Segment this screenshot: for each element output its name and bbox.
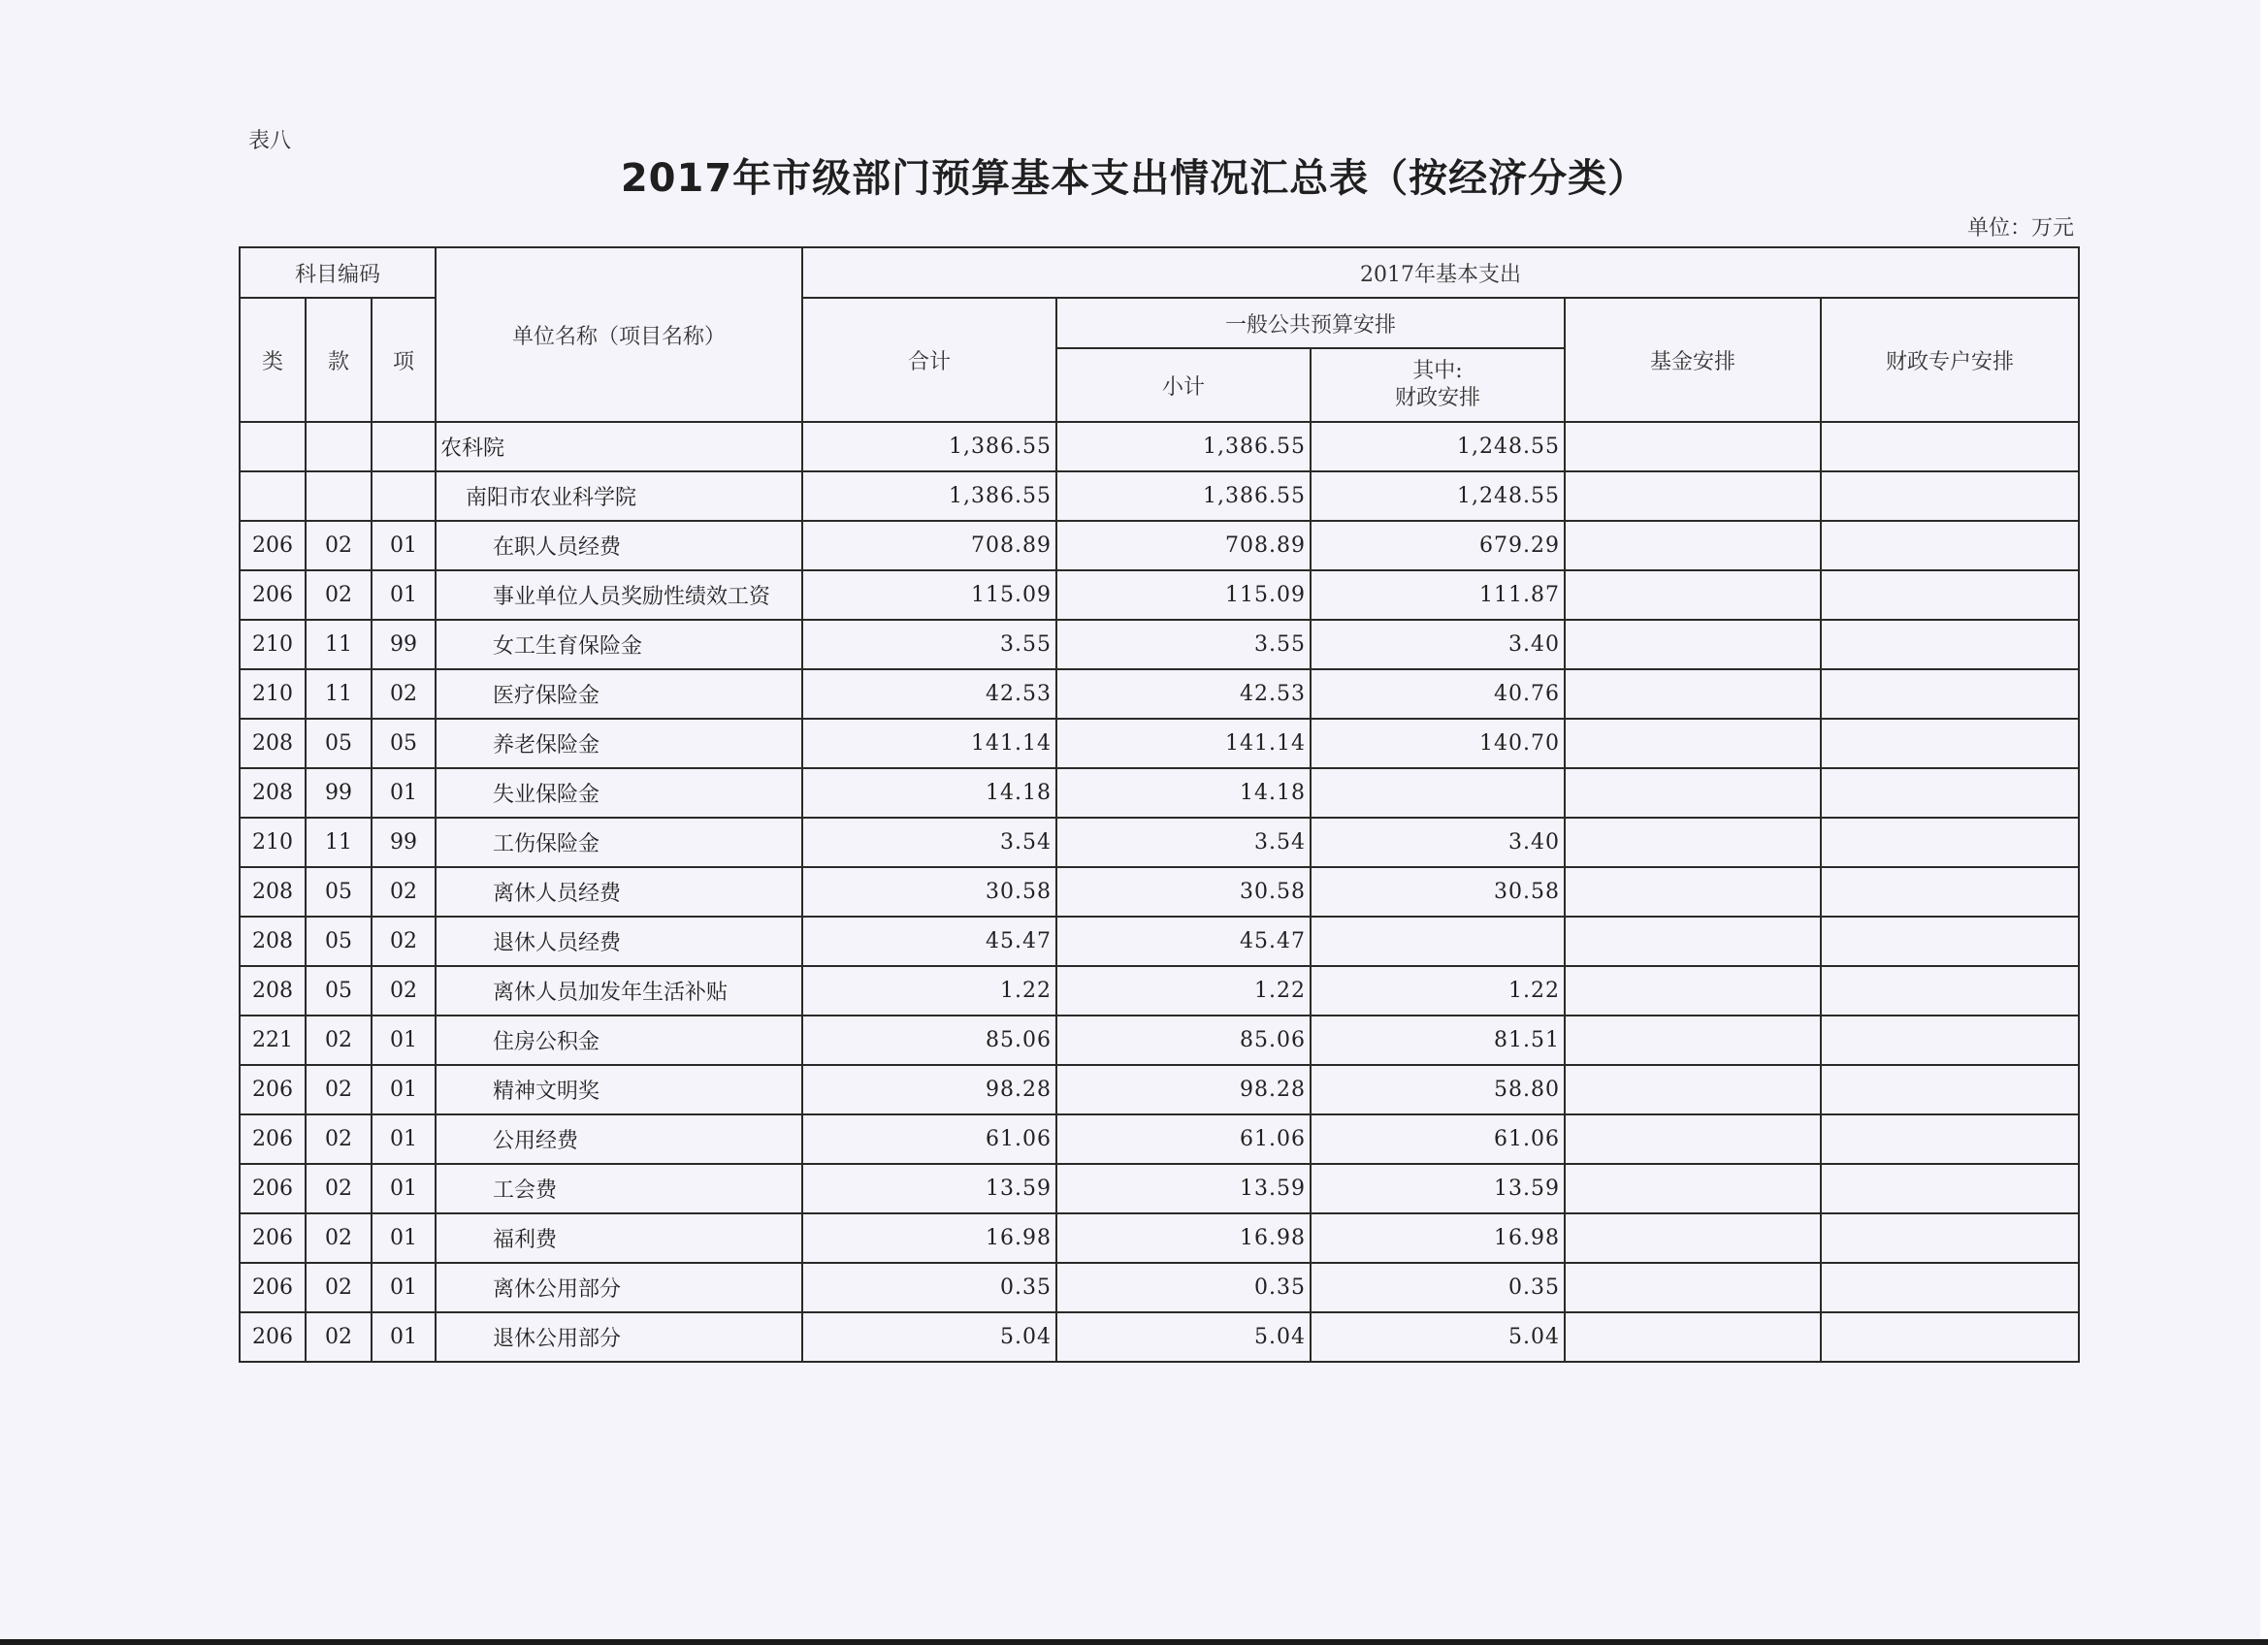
fiscal-cell: 16.98 (1311, 1213, 1565, 1263)
table-row (240, 521, 2079, 570)
total-cell: 45.47 (802, 917, 1056, 966)
of-which-fiscal-header (1311, 348, 1565, 422)
total-cell: 85.06 (802, 1016, 1056, 1065)
table-row (240, 471, 2079, 521)
item-code-cell: 01 (372, 521, 436, 570)
special-account-cell (1821, 1213, 2079, 1263)
fund-cell (1565, 1114, 1821, 1164)
fiscal-cell (1311, 768, 1565, 818)
fund-cell (1565, 669, 1821, 719)
section-code-cell: 02 (306, 1065, 372, 1114)
subtotal-cell: 45.47 (1056, 917, 1311, 966)
class-code-cell (240, 422, 306, 471)
class-code-cell: 206 (240, 570, 306, 620)
subtotal-cell: 98.28 (1056, 1065, 1311, 1114)
table-row (240, 1213, 2079, 1263)
special-account-cell (1821, 620, 2079, 669)
fiscal-cell: 30.58 (1311, 867, 1565, 917)
special-account-cell (1821, 1016, 2079, 1065)
fund-cell (1565, 1164, 1821, 1213)
fiscal-cell: 140.70 (1311, 719, 1565, 768)
subtotal-cell: 1,386.55 (1056, 471, 1311, 521)
item-code-cell: 02 (372, 917, 436, 966)
item-code-cell: 01 (372, 570, 436, 620)
unit-name-cell: 医疗保险金 (436, 669, 802, 719)
class-header: 类 (240, 298, 306, 422)
item-code-cell: 01 (372, 1065, 436, 1114)
unit-name-cell: 离休公用部分 (436, 1263, 802, 1312)
unit-name-cell: 工会费 (436, 1164, 802, 1213)
budget-table (239, 246, 2080, 1363)
total-cell: 98.28 (802, 1065, 1056, 1114)
class-code-cell: 208 (240, 966, 306, 1016)
unit-name-cell: 退休公用部分 (436, 1312, 802, 1362)
table-row (240, 570, 2079, 620)
table-row (240, 1312, 2079, 1362)
total-cell: 16.98 (802, 1213, 1056, 1263)
fund-cell (1565, 521, 1821, 570)
total-cell: 115.09 (802, 570, 1056, 620)
special-account-cell (1821, 917, 2079, 966)
unit-name-cell: 公用经费 (436, 1114, 802, 1164)
fiscal-cell: 13.59 (1311, 1164, 1565, 1213)
item-code-cell: 02 (372, 669, 436, 719)
class-code-cell: 206 (240, 521, 306, 570)
fiscal-label: 财政安排 (1395, 386, 1481, 410)
total-cell: 3.55 (802, 620, 1056, 669)
section-code-cell: 02 (306, 570, 372, 620)
fund-cell (1565, 471, 1821, 521)
section-code-cell: 02 (306, 1213, 372, 1263)
unit-name-cell: 农科院 (436, 422, 802, 471)
subtotal-header: 小计 (1056, 348, 1311, 422)
fund-cell (1565, 966, 1821, 1016)
item-header: 项 (372, 298, 436, 422)
unit-name-header: 单位名称（项目名称） (436, 247, 802, 422)
scan-edge (2260, 0, 2268, 1645)
total-cell: 14.18 (802, 768, 1056, 818)
subtotal-cell: 3.54 (1056, 818, 1311, 867)
table-row (240, 422, 2079, 471)
subtotal-cell: 30.58 (1056, 867, 1311, 917)
class-code-cell: 210 (240, 818, 306, 867)
special-account-cell (1821, 570, 2079, 620)
table-row (240, 768, 2079, 818)
fund-cell (1565, 1263, 1821, 1312)
special-account-cell (1821, 1263, 2079, 1312)
unit-name-cell: 事业单位人员奖励性绩效工资 (436, 570, 802, 620)
subtotal-cell: 3.55 (1056, 620, 1311, 669)
total-cell: 1.22 (802, 966, 1056, 1016)
item-code-cell: 01 (372, 1263, 436, 1312)
fund-cell (1565, 719, 1821, 768)
section-code-cell: 02 (306, 1263, 372, 1312)
subtotal-cell: 61.06 (1056, 1114, 1311, 1164)
subject-code-header: 科目编码 (240, 247, 436, 298)
subtotal-cell: 1,386.55 (1056, 422, 1311, 471)
class-code-cell: 208 (240, 768, 306, 818)
total-cell: 0.35 (802, 1263, 1056, 1312)
scan-edge (0, 1639, 2268, 1645)
table-number-label: 表八 (248, 129, 292, 153)
fiscal-cell: 679.29 (1311, 521, 1565, 570)
item-code-cell: 01 (372, 1114, 436, 1164)
fiscal-cell: 1.22 (1311, 966, 1565, 1016)
total-cell: 3.54 (802, 818, 1056, 867)
item-code-cell (372, 471, 436, 521)
section-code-cell: 99 (306, 768, 372, 818)
table-row (240, 620, 2079, 669)
class-code-cell: 208 (240, 917, 306, 966)
special-account-header: 财政专户安排 (1821, 298, 2079, 422)
fiscal-cell: 5.04 (1311, 1312, 1565, 1362)
section-code-cell (306, 471, 372, 521)
item-code-cell: 99 (372, 818, 436, 867)
section-code-cell: 02 (306, 521, 372, 570)
subtotal-cell: 14.18 (1056, 768, 1311, 818)
total-cell: 30.58 (802, 867, 1056, 917)
special-account-cell (1821, 1065, 2079, 1114)
total-cell: 5.04 (802, 1312, 1056, 1362)
subtotal-cell: 42.53 (1056, 669, 1311, 719)
class-code-cell: 208 (240, 867, 306, 917)
table-row (240, 1016, 2079, 1065)
table-row (240, 719, 2079, 768)
total-cell: 42.53 (802, 669, 1056, 719)
special-account-cell (1821, 867, 2079, 917)
unit-name-cell: 离休人员经费 (436, 867, 802, 917)
item-code-cell: 02 (372, 867, 436, 917)
fiscal-cell: 111.87 (1311, 570, 1565, 620)
subtotal-cell: 13.59 (1056, 1164, 1311, 1213)
unit-label: 单位：万元 (1966, 216, 2074, 241)
total-cell: 141.14 (802, 719, 1056, 768)
class-code-cell: 206 (240, 1114, 306, 1164)
fiscal-cell: 3.40 (1311, 818, 1565, 867)
section-code-cell: 11 (306, 620, 372, 669)
total-cell: 13.59 (802, 1164, 1056, 1213)
fiscal-cell: 1,248.55 (1311, 471, 1565, 521)
subtotal-cell: 141.14 (1056, 719, 1311, 768)
class-code-cell: 221 (240, 1016, 306, 1065)
unit-name-cell: 女工生育保险金 (436, 620, 802, 669)
special-account-cell (1821, 768, 2079, 818)
subtotal-cell: 1.22 (1056, 966, 1311, 1016)
item-code-cell (372, 422, 436, 471)
special-account-cell (1821, 422, 2079, 471)
table-header (240, 247, 2079, 422)
unit-name-cell: 福利费 (436, 1213, 802, 1263)
item-code-cell: 01 (372, 1213, 436, 1263)
item-code-cell: 02 (372, 966, 436, 1016)
class-code-cell: 206 (240, 1213, 306, 1263)
class-code-cell: 206 (240, 1263, 306, 1312)
item-code-cell: 99 (372, 620, 436, 669)
section-header: 款 (306, 298, 372, 422)
table-row (240, 1065, 2079, 1114)
special-account-cell (1821, 719, 2079, 768)
fund-cell (1565, 818, 1821, 867)
subtotal-cell: 5.04 (1056, 1312, 1311, 1362)
fiscal-cell (1311, 917, 1565, 966)
fiscal-cell: 61.06 (1311, 1114, 1565, 1164)
special-account-cell (1821, 471, 2079, 521)
section-code-cell: 02 (306, 1016, 372, 1065)
unit-name-cell: 离休人员加发年生活补贴 (436, 966, 802, 1016)
total-cell: 61.06 (802, 1114, 1056, 1164)
fund-cell (1565, 867, 1821, 917)
class-code-cell (240, 471, 306, 521)
fund-cell (1565, 768, 1821, 818)
table-row (240, 669, 2079, 719)
section-code-cell: 02 (306, 1114, 372, 1164)
table-row (240, 818, 2079, 867)
class-code-cell: 208 (240, 719, 306, 768)
special-account-cell (1821, 1164, 2079, 1213)
section-code-cell: 05 (306, 719, 372, 768)
total-cell: 1,386.55 (802, 422, 1056, 471)
total-cell: 708.89 (802, 521, 1056, 570)
document-title: 2017年市级部门预算基本支出情况汇总表（按经济分类） (620, 156, 1648, 201)
fiscal-cell: 40.76 (1311, 669, 1565, 719)
unit-name-cell: 在职人员经费 (436, 521, 802, 570)
total-cell: 1,386.55 (802, 471, 1056, 521)
special-account-cell (1821, 818, 2079, 867)
special-account-cell (1821, 966, 2079, 1016)
unit-name-cell: 退休人员经费 (436, 917, 802, 966)
class-code-cell: 206 (240, 1312, 306, 1362)
fiscal-cell: 1,248.55 (1311, 422, 1565, 471)
fund-cell (1565, 1213, 1821, 1263)
subtotal-cell: 115.09 (1056, 570, 1311, 620)
special-account-cell (1821, 1114, 2079, 1164)
subtotal-cell: 85.06 (1056, 1016, 1311, 1065)
section-code-cell: 11 (306, 669, 372, 719)
class-code-cell: 210 (240, 620, 306, 669)
fund-cell (1565, 1065, 1821, 1114)
fiscal-cell: 81.51 (1311, 1016, 1565, 1065)
special-account-cell (1821, 521, 2079, 570)
of-which-label: 其中: (1412, 359, 1463, 383)
section-code-cell: 11 (306, 818, 372, 867)
table-row (240, 966, 2079, 1016)
table-row (240, 917, 2079, 966)
unit-name-cell: 南阳市农业科学院 (436, 471, 802, 521)
section-code-cell: 05 (306, 966, 372, 1016)
special-account-cell (1821, 1312, 2079, 1362)
fiscal-cell: 0.35 (1311, 1263, 1565, 1312)
fund-cell (1565, 570, 1821, 620)
unit-name-cell: 失业保险金 (436, 768, 802, 818)
unit-name-cell: 住房公积金 (436, 1016, 802, 1065)
special-account-cell (1821, 669, 2079, 719)
table-row (240, 1114, 2079, 1164)
class-code-cell: 210 (240, 669, 306, 719)
unit-name-cell: 工伤保险金 (436, 818, 802, 867)
fund-cell (1565, 1016, 1821, 1065)
unit-name-cell: 精神文明奖 (436, 1065, 802, 1114)
subtotal-cell: 708.89 (1056, 521, 1311, 570)
subtotal-cell: 16.98 (1056, 1213, 1311, 1263)
basic-expenditure-header: 2017年基本支出 (802, 247, 2079, 298)
class-code-cell: 206 (240, 1164, 306, 1213)
item-code-cell: 05 (372, 719, 436, 768)
table-row (240, 867, 2079, 917)
fiscal-cell: 3.40 (1311, 620, 1565, 669)
item-code-cell: 01 (372, 1164, 436, 1213)
fund-cell (1565, 1312, 1821, 1362)
item-code-cell: 01 (372, 1312, 436, 1362)
table-row (240, 1164, 2079, 1213)
general-public-budget-header: 一般公共预算安排 (1056, 298, 1565, 348)
section-code-cell: 05 (306, 867, 372, 917)
section-code-cell: 02 (306, 1312, 372, 1362)
fiscal-cell: 58.80 (1311, 1065, 1565, 1114)
fund-cell (1565, 917, 1821, 966)
item-code-cell: 01 (372, 768, 436, 818)
unit-name-cell: 养老保险金 (436, 719, 802, 768)
item-code-cell: 01 (372, 1016, 436, 1065)
subtotal-cell: 0.35 (1056, 1263, 1311, 1312)
fund-cell (1565, 620, 1821, 669)
section-code-cell: 05 (306, 917, 372, 966)
table-row (240, 1263, 2079, 1312)
total-header: 合计 (802, 298, 1056, 422)
fund-header: 基金安排 (1565, 298, 1821, 422)
fund-cell (1565, 422, 1821, 471)
table-body (240, 422, 2079, 1362)
class-code-cell: 206 (240, 1065, 306, 1114)
section-code-cell: 02 (306, 1164, 372, 1213)
section-code-cell (306, 422, 372, 471)
